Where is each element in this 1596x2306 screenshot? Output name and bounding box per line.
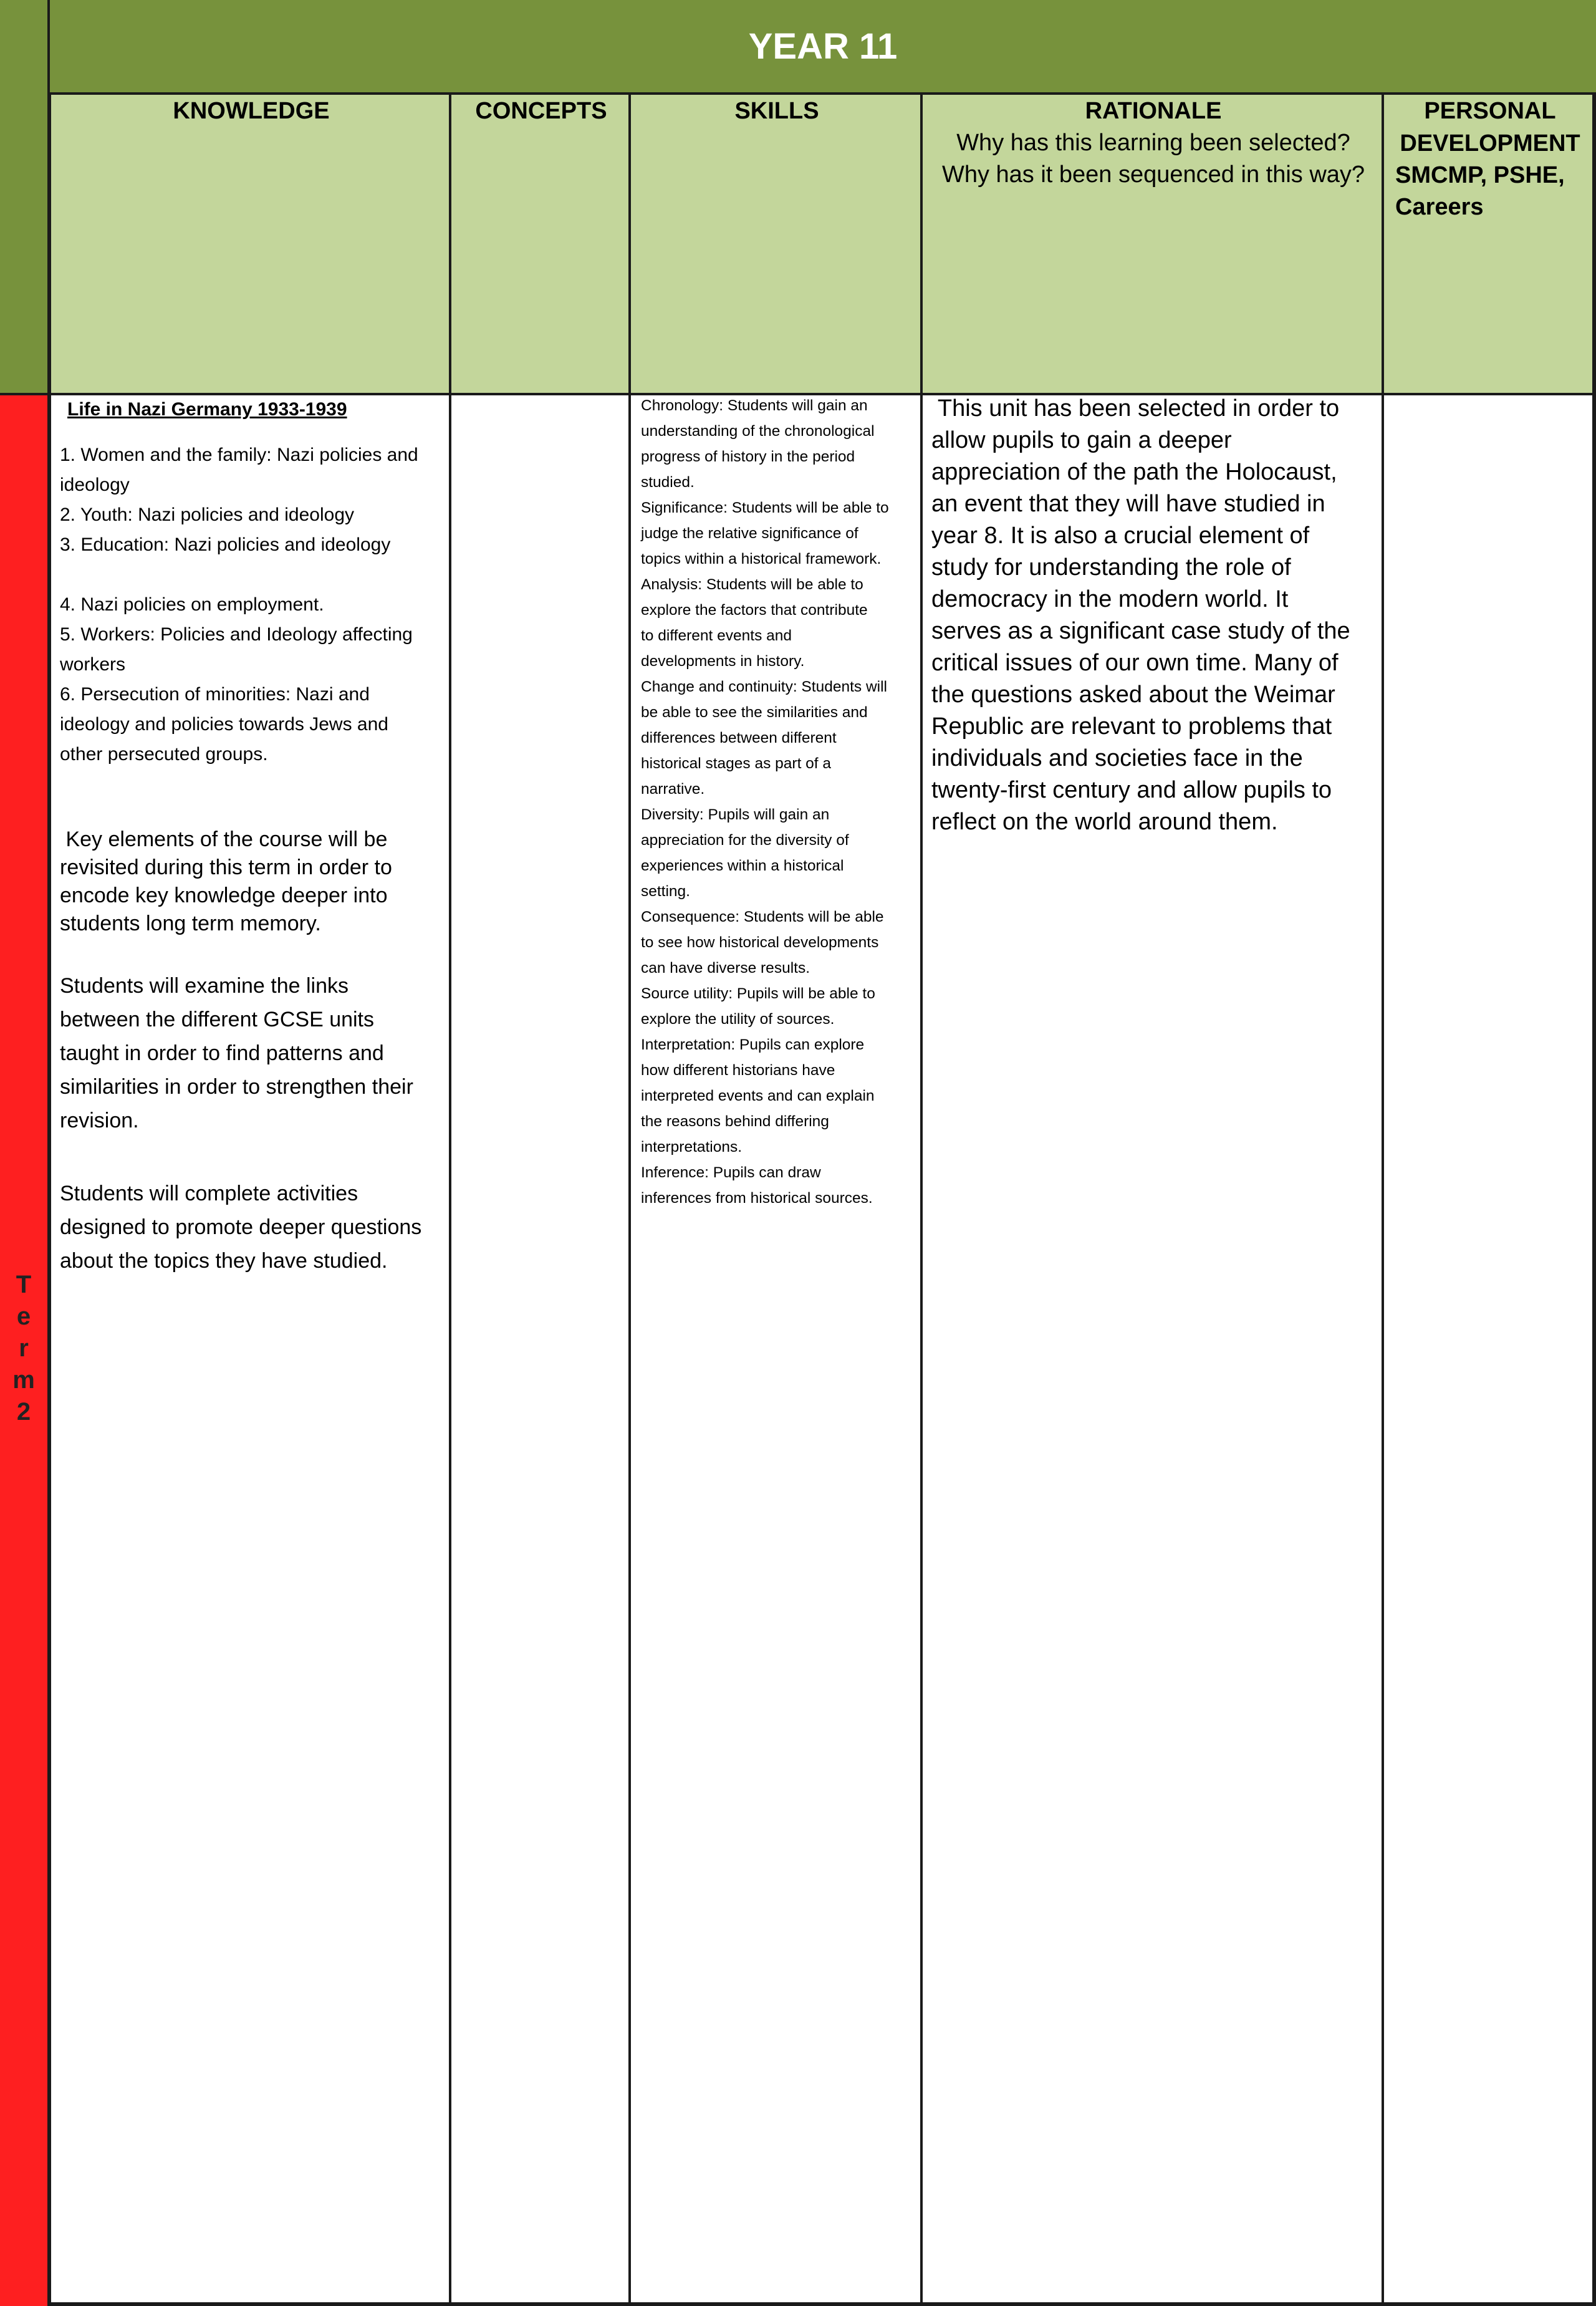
knowledge-item: 4. Nazi policies on employment. <box>60 594 324 615</box>
skills-line: narrative. <box>641 781 705 798</box>
rationale-question: Why has this learning been selected? <box>956 130 1350 156</box>
skills-line: Analysis: Students will be able to <box>641 576 863 593</box>
knowledge-item: 3. Education: Nazi policies and ideology <box>60 534 391 555</box>
knowledge-item: 5. Workers: Policies and Ideology affecting <box>60 624 413 645</box>
term-letter: r <box>19 1334 29 1362</box>
skills-line: Change and continuity: Students will <box>641 678 887 695</box>
header-personal-development <box>1382 92 1596 394</box>
header-knowledge-label: KNOWLEDGE <box>173 98 330 124</box>
pd-label-line: PERSONAL <box>1424 98 1556 124</box>
rationale-line: critical issues of our own time. Many of <box>931 650 1339 676</box>
header-concepts-label: CONCEPTS <box>475 98 607 124</box>
page-title: YEAR 11 <box>748 26 898 67</box>
term-letter: m <box>12 1366 35 1394</box>
skills-line: setting. <box>641 883 690 900</box>
paragraph-line: revisited during this term in order to <box>60 856 392 879</box>
rationale-line: Republic are relevant to problems that <box>931 713 1332 740</box>
term-letter: 2 <box>16 1398 31 1426</box>
rationale-content <box>931 393 1375 838</box>
skills-line: explore the factors that contribute <box>641 602 868 619</box>
knowledge-item: 2. Youth: Nazi policies and ideology <box>60 504 355 525</box>
skills-line: to see how historical developments <box>641 934 879 951</box>
skills-line: experiences within a historical <box>641 857 844 874</box>
knowledge-item: ideology and policies towards Jews and <box>60 714 388 735</box>
rationale-line: individuals and societies face in the <box>931 745 1303 771</box>
knowledge-heading: Life in Nazi Germany 1933-1939 <box>67 399 347 420</box>
knowledge-item: ideology <box>60 475 130 495</box>
header-pd-subtitle <box>1384 160 1596 223</box>
cell-concepts <box>449 393 631 2306</box>
header-rationale-subtitle <box>923 127 1384 191</box>
header-knowledge <box>49 92 451 394</box>
rationale-line: This unit has been selected in order to <box>931 395 1340 422</box>
skills-line: studied. <box>641 474 695 491</box>
paragraph-line: about the topics they have studied. <box>60 1249 388 1273</box>
rationale-line: serves as a significant case study of the <box>931 618 1350 644</box>
header-skills-label: SKILLS <box>734 98 819 124</box>
knowledge-paragraph <box>60 826 434 938</box>
knowledge-item: workers <box>60 654 126 675</box>
rationale-question: Why has it been sequenced in this way? <box>941 162 1365 188</box>
grid-border-bottom <box>50 2302 1596 2306</box>
skills-line: developments in history. <box>641 653 805 670</box>
knowledge-content <box>60 397 434 1278</box>
knowledge-item: 6. Persecution of minorities: Nazi and <box>60 684 370 705</box>
knowledge-paragraph <box>60 1177 434 1278</box>
skills-line: Inference: Pupils can draw <box>641 1164 821 1181</box>
skills-line: differences between different <box>641 730 837 746</box>
pd-sub-line: Careers <box>1395 194 1484 220</box>
knowledge-item: other persecuted groups. <box>60 744 268 765</box>
skills-content <box>641 393 923 1211</box>
skills-line: Consequence: Students will be able <box>641 909 884 925</box>
rationale-line: study for understanding the role of <box>931 554 1291 581</box>
grid-border-right <box>1592 92 1596 2306</box>
skills-line: be able to see the similarities and <box>641 704 868 721</box>
header-rationale <box>920 92 1384 394</box>
skills-line: topics within a historical framework. <box>641 551 882 567</box>
skills-line: inferences from historical sources. <box>641 1190 873 1207</box>
skills-line: the reasons behind differing <box>641 1113 829 1130</box>
skills-line: interpreted events and can explain <box>641 1088 875 1104</box>
paragraph-line: similarities in order to strengthen their <box>60 1075 413 1099</box>
skills-line: Chronology: Students will gain an <box>641 397 868 414</box>
pd-sub-line: SMCMP, PSHE, <box>1395 162 1565 188</box>
term-letter: T <box>16 1271 32 1298</box>
skills-line: Diversity: Pupils will gain an <box>641 806 830 823</box>
paragraph-line: designed to promote deeper questions <box>60 1215 422 1239</box>
paragraph-line: Students will examine the links <box>60 974 349 998</box>
skills-line: explore the utility of sources. <box>641 1011 835 1028</box>
skills-line: historical stages as part of a <box>641 755 832 772</box>
skills-line: to different events and <box>641 627 792 644</box>
knowledge-item: 1. Women and the family: Nazi policies and <box>60 445 418 465</box>
skills-line: Interpretation: Pupils can explore <box>641 1036 865 1053</box>
rationale-line: the questions asked about the Weimar <box>931 682 1335 708</box>
knowledge-paragraph <box>60 969 434 1137</box>
paragraph-line: revision. <box>60 1109 139 1132</box>
year-side-bar <box>0 0 50 393</box>
rationale-line: year 8. It is also a crucial element of <box>931 523 1310 549</box>
skills-line: appreciation for the diversity of <box>641 832 849 849</box>
pd-label-line: DEVELOPMENT <box>1400 130 1580 157</box>
rationale-line: reflect on the world around them. <box>931 809 1278 835</box>
rationale-line: appreciation of the path the Holocaust, <box>931 459 1337 485</box>
rationale-line: democracy in the modern world. It <box>931 586 1289 612</box>
cell-personal-development <box>1382 393 1596 2306</box>
skills-line: judge the relative significance of <box>641 525 858 542</box>
header-pd-label <box>1384 95 1596 160</box>
skills-line: understanding of the chronological <box>641 423 875 440</box>
paragraph-line: students long term memory. <box>60 912 321 935</box>
skills-line: progress of history in the period <box>641 448 855 465</box>
term-letter: e <box>16 1303 31 1330</box>
skills-line: Significance: Students will be able to <box>641 499 889 516</box>
rationale-line: an event that they will have studied in <box>931 491 1325 517</box>
skills-line: Source utility: Pupils will be able to <box>641 985 875 1002</box>
skills-line: how different historians have <box>641 1062 835 1079</box>
term-label <box>0 1269 47 1428</box>
header-skills <box>628 92 923 394</box>
paragraph-line: Key elements of the course will be <box>60 827 388 851</box>
paragraph-line: between the different GCSE units <box>60 1008 375 1031</box>
paragraph-line: Students will complete activities <box>60 1182 358 1205</box>
paragraph-line: taught in order to find patterns and <box>60 1041 384 1065</box>
skills-line: interpretations. <box>641 1139 743 1155</box>
header-concepts <box>449 92 631 394</box>
rationale-line: allow pupils to gain a deeper <box>931 427 1232 453</box>
paragraph-line: encode key knowledge deeper into <box>60 884 388 907</box>
header-rationale-label: RATIONALE <box>1085 98 1222 124</box>
rationale-line: twenty-first century and allow pupils to <box>931 777 1332 803</box>
skills-line: can have diverse results. <box>641 960 810 977</box>
